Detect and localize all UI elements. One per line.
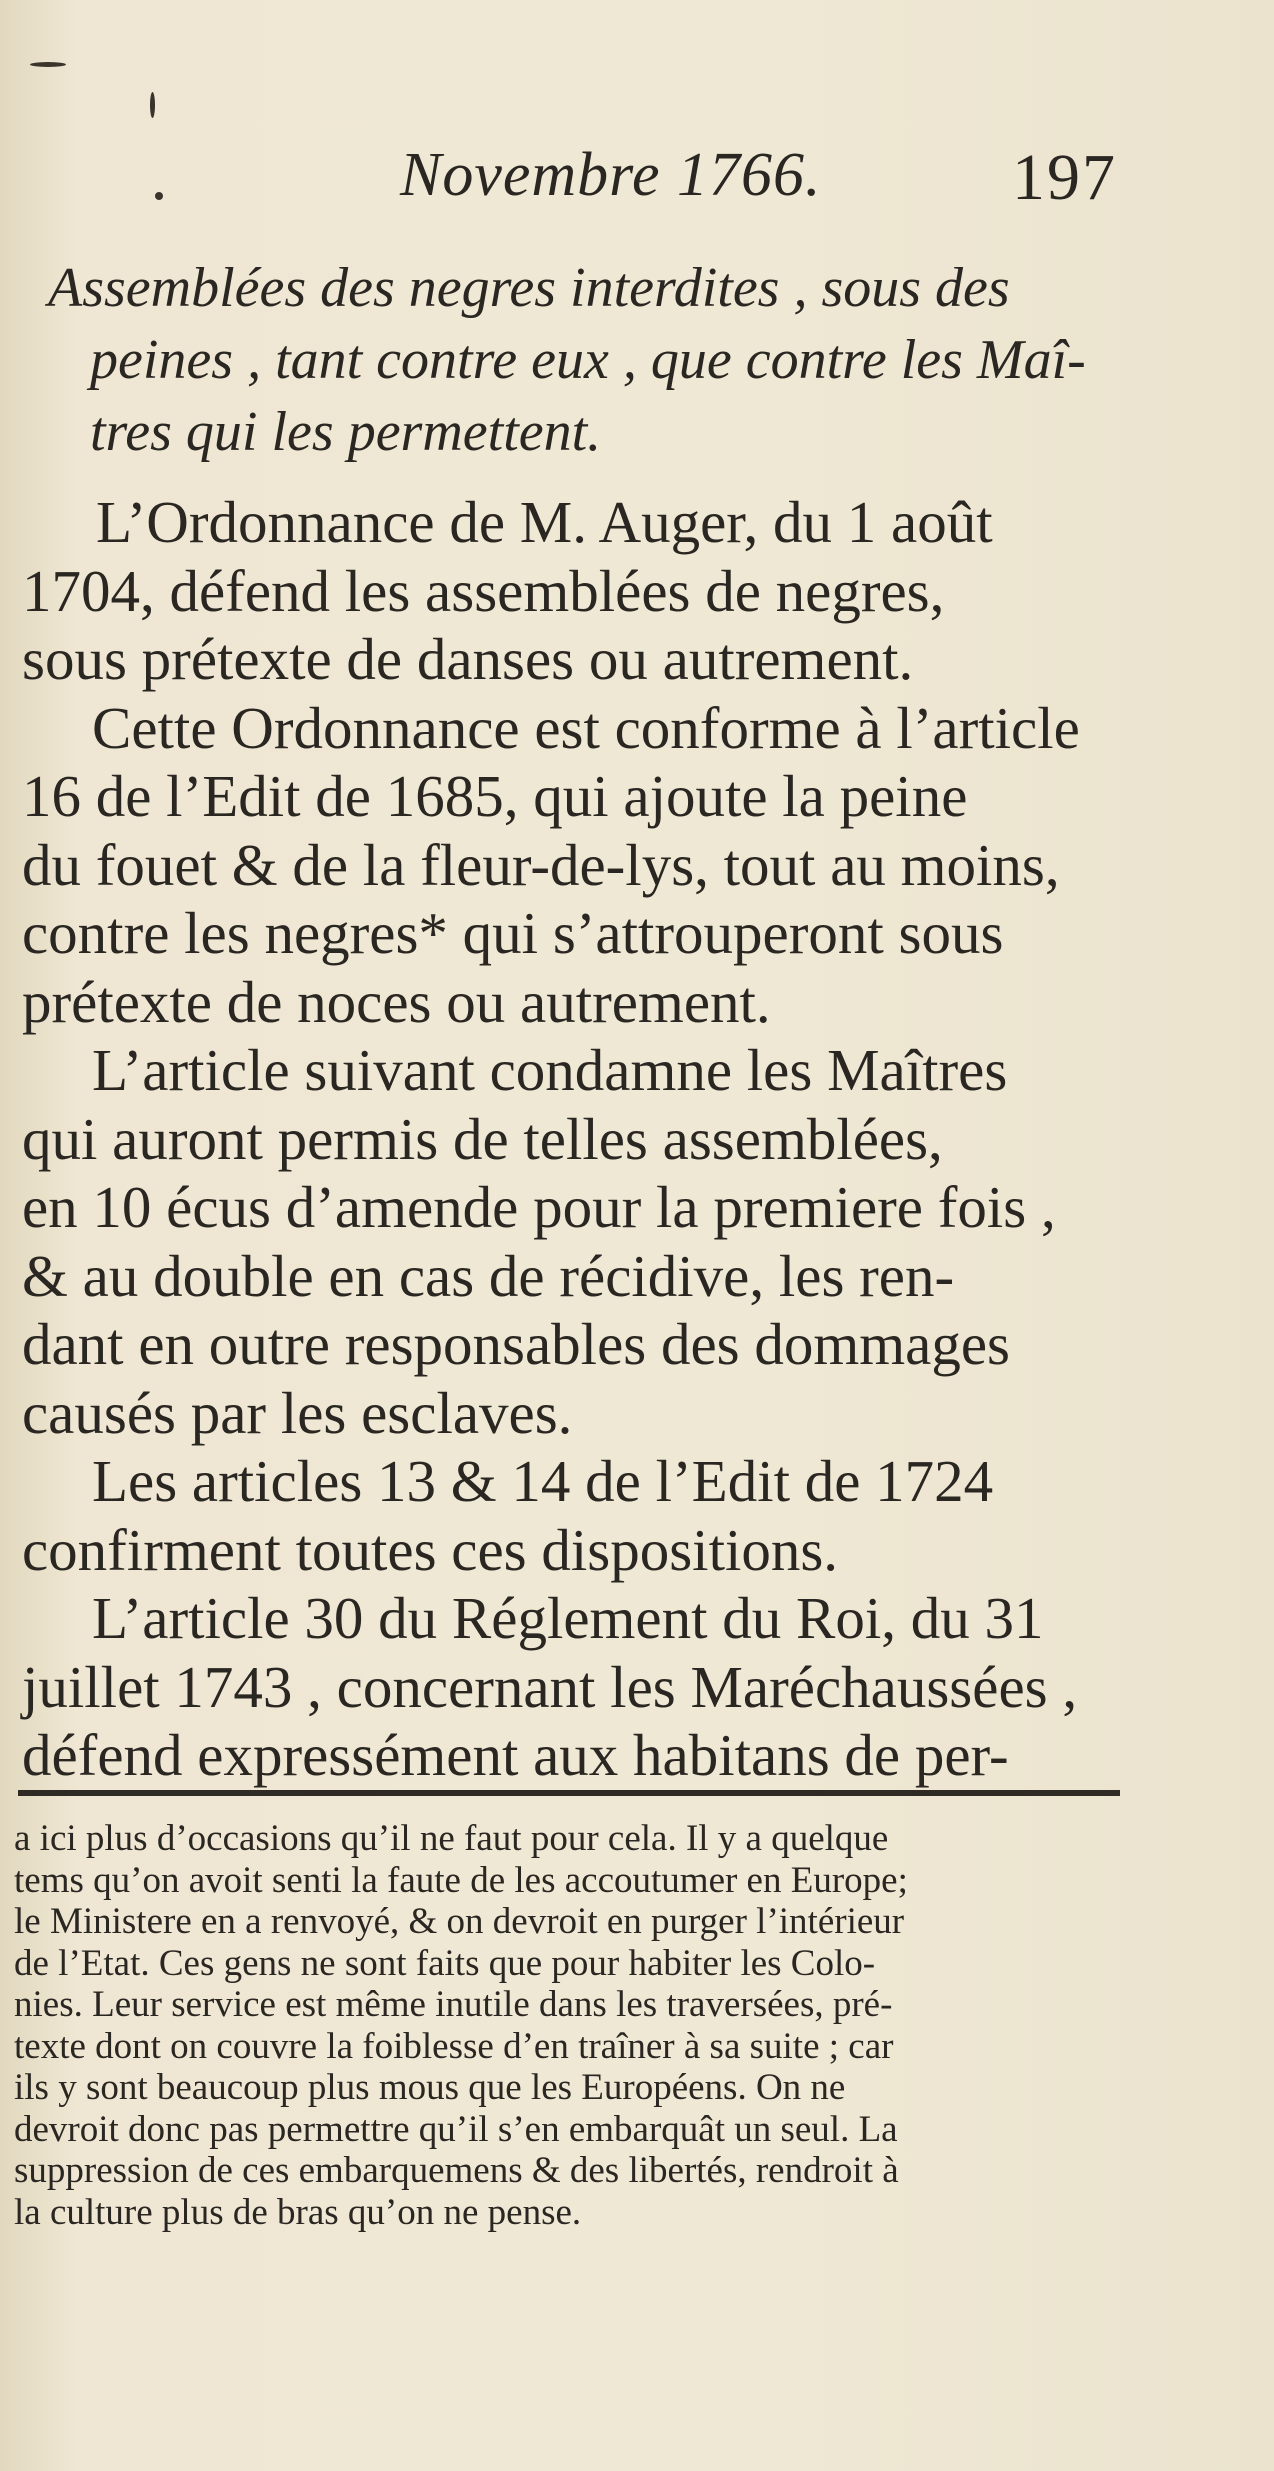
footnote-line: ils y sont beaucoup plus mous que les Européens. On ne [14,2067,846,2108]
text-line: juillet 1743 , concernant les Maréchaussées , [22,1653,1078,1720]
page-number: 197 [1012,141,1117,214]
footnote [14,1818,1154,2233]
ink-speck [150,92,155,118]
running-header [0,140,1274,230]
footnote-line: nies. Leur service est même inutile dans les traversées, pré- [14,1984,893,2025]
text-line: 16 de l’Edit de 1685, qui ajoute la peine [22,763,968,829]
text-line: prétexte de noces ou autrement. [22,968,771,1035]
summary-line: tres qui les permettent. [90,401,602,463]
text-line: L’article suivant condamne les Maîtres [92,1037,1008,1103]
main-text [22,488,1162,1790]
text-line: sous prétexte de danses ou autrement. [22,626,914,692]
text-line: causés par les esclaves. [22,1379,573,1446]
text-line: en 10 écus d’amende pour la premiere fois , [22,1174,1056,1240]
header-date: Novembre 1766. [400,141,822,209]
text-line: contre les negres* qui s’attrouperont sous [22,900,1004,966]
footnote-line: a ici plus d’occasions qu’il ne faut pour cela. Il y a quelque [14,1818,889,1859]
footnote-line: devroit donc pas permettre qu’il s’en embarquât un seul. La [14,2108,898,2150]
text-line: 1704, défend les assemblées de negres, [22,557,945,624]
text-line: du fouet & de la fleur-de-lys, tout au moins, [22,831,1060,898]
text-line: Les articles 13 & 14 de l’Edit de 1724 [92,1448,994,1514]
text-line: défend expressément aux habitans de per- [22,1722,1009,1788]
summary-line: Assemblées des negres interdites , sous des [48,257,1010,319]
section-summary [48,252,1168,468]
ink-speck [30,62,66,67]
text-line: & au double en cas de récidive, les ren- [22,1242,955,1309]
text-line: L’article 30 du Réglement du Roi, du 31 [92,1585,1044,1651]
text-line: dant en outre responsables des dommages [22,1311,1010,1377]
footnote-line: le Ministere en a renvoyé, & on devroit en purger l’intérieur [14,1901,905,1942]
footnote-rule [18,1790,1120,1796]
footnote-line: tems qu’on avoit senti la faute de les accoutumer en Europe; [14,1859,908,1901]
text-line: L’Ordonnance de M. Auger, du 1 août [96,489,993,555]
text-line: confirment toutes ces dispositions. [22,1516,839,1583]
text-line: qui auront permis de telles assemblées, [22,1105,943,1172]
text-line: Cette Ordonnance est conforme à l’article [92,694,1080,761]
footnote-line: la culture plus de bras qu’on ne pense. [14,2191,582,2233]
footnote-line: de l’Etat. Ces gens ne sont faits que pour habiter les Colo- [14,1942,876,1984]
summary-line: peines , tant contre eux , que contre les Maî- [90,329,1086,391]
footnote-line: texte dont on couvre la foiblesse d’en traîner à sa suite ; car [14,2025,894,2067]
footnote-line: suppression de ces embarquemens & des libertés, rendroit à [14,2150,899,2191]
